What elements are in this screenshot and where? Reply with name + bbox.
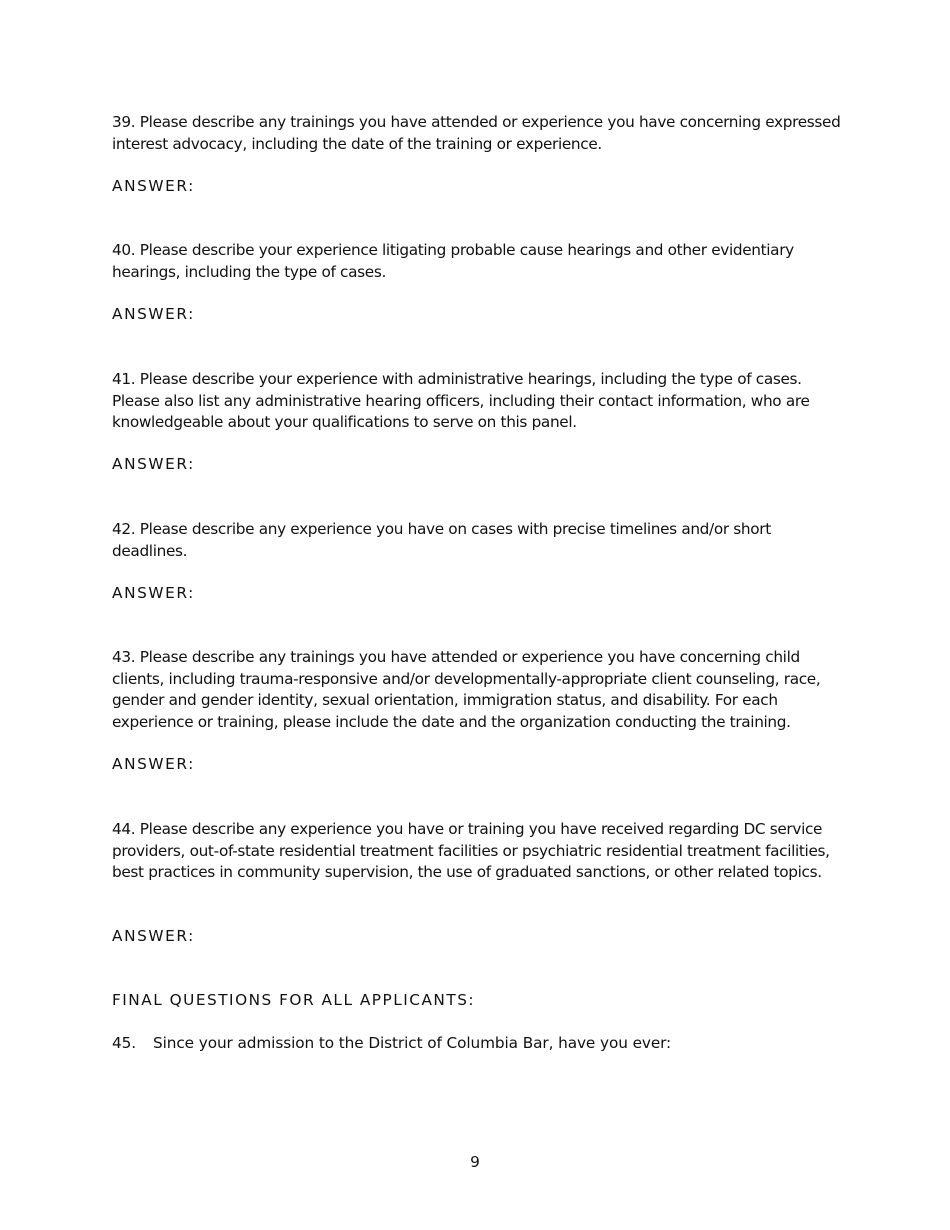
question-42: 42. Please describe any experience you have on cases with precise timelines and/or short deadlines. — [112, 520, 771, 560]
question-40: 40. Please describe your experience litigating probable cause hearings and other evidentiary hearings, including the type of cases. — [112, 241, 794, 281]
answer-label-43: ANSWER: — [112, 755, 195, 773]
answer-label-41: ANSWER: — [112, 455, 195, 473]
answer-label-40: ANSWER: — [112, 305, 195, 323]
answer-label-39: ANSWER: — [112, 177, 195, 195]
question-41: 41. Please describe your experience with administrative hearings, including the type of cases. Please also list any administrative hearing officers, including their contact information, who are knowledgeable about your qualifications to serve on this panel. — [112, 370, 810, 431]
question-45-text: Since your admission to the District of Columbia Bar, have you ever: — [153, 1034, 672, 1052]
question-45-number: 45. — [112, 1034, 137, 1052]
answer-label-42: ANSWER: — [112, 584, 195, 602]
question-44: 44. Please describe any experience you have or training you have received regarding DC service providers, out-of-state residential treatment facilities or psychiatric residential treatment facilities, best practices in community supervision, the use of graduated sanctions, or other related topics. — [112, 820, 830, 881]
answer-label-44: ANSWER: — [112, 927, 195, 945]
question-45 — [112, 1033, 671, 1055]
page-number: 9 — [470, 1153, 480, 1171]
final-questions-heading: FINAL QUESTIONS FOR ALL APPLICANTS: — [112, 991, 476, 1009]
question-43: 43. Please describe any trainings you have attended or experience you have concerning child clients, including trauma-responsive and/or developmentally-appropriate client counseling, race, gender and gender identity, sexual orientation, immigration status, and disability. For each experience or training, please include the date and the organization conducting the training. — [112, 648, 821, 731]
question-39: 39. Please describe any trainings you have attended or experience you have concerning expressed interest advocacy, including the date of the training or experience. — [112, 113, 841, 153]
